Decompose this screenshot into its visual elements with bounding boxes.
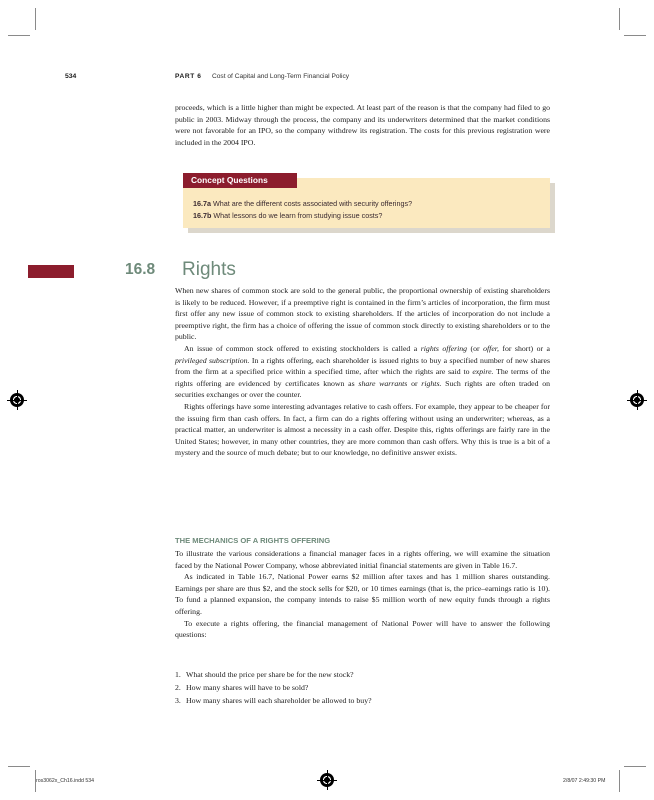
paragraph: As indicated in Table 16.7, National Power earns $2 million after taxes and has 1 million shares outstanding. Earnings per share are thus $2, and the stock sells for $20, or 10 times earnings (that is, the price–earnings ratio is 10). To fund a planned expansion, the company intends to raise $5 million worth of new equity funds through a rights offering.	[175, 572, 550, 616]
registration-mark-icon	[630, 393, 644, 407]
paragraph: proceeds, which is a little higher than might be expected. At least part of the reason is that the company had filed to go public in 2003. Midway through the process, the company and its underwriters determined that the market conditions were not favorable for an IPO, so the company withdrew its registration. The costs for this previous registration were included in the 2004 IPO.	[175, 103, 550, 147]
list-item: 2. How many shares will have to be sold?	[175, 683, 309, 693]
crop-mark	[624, 35, 646, 36]
running-header	[0, 73, 654, 85]
footer-timestamp: 2/8/07 2:49:30 PM	[563, 778, 606, 784]
question-number: 16.7a	[193, 199, 211, 208]
concept-question	[193, 211, 382, 220]
concept-questions-title: Concept Questions	[183, 173, 297, 188]
concept-question	[193, 199, 412, 208]
question-number: 16.7b	[193, 211, 212, 220]
crop-mark	[35, 8, 36, 30]
key-term: rights offering	[420, 343, 468, 353]
crop-mark	[8, 766, 30, 767]
question-text: What lessons do we learn from studying issue costs?	[213, 211, 383, 220]
section-number: 16.8	[125, 261, 156, 278]
page-number: 534	[65, 73, 77, 80]
crop-mark	[8, 35, 30, 36]
key-term: rights.	[421, 378, 442, 388]
paragraph: An issue of common stock offered to existing stockholders is called a rights offering (or offer, for short) or a privileged subscription. In a rights offering, each shareholder is issued rights to buy a specified number of new shares from the firm at a specified price within a specified time, after which the rights are said to expire. The terms of the rights offering are evidenced by certificates known as share warrants or rights. Such rights are often traded on securities exchanges or over the counter.	[175, 343, 550, 400]
part-label: PART 6	[175, 73, 202, 80]
crop-mark	[619, 770, 620, 792]
crop-mark	[619, 8, 620, 30]
paragraph: Rights offerings have some interesting advantages relative to cash offers. For example, they appear to be cheaper for the issuing firm than cash offers. In fact, a firm can do a rights offering without using an underwriter; whereas, as a practical matter, an underwriter is almost a necessity in a cash offer. Despite this, rights offerings are fairly rare in the United States; however, in many other countries, they are more common than cash offers. Why this is true is a bit of a mystery and the source of much debate; but to our knowledge, no definitive answer exists.	[175, 401, 550, 458]
key-term: privileged subscription.	[175, 355, 250, 365]
key-term: offer,	[483, 343, 499, 353]
paragraph: When new shares of common stock are sold to the general public, the proportional ownership of existing shareholders is likely to be reduced. However, if a preemptive right is contained in the firm’s articles of incorporation, the firm must first offer any new issue of common stock to existing shareholders. If the articles of incorporation do not include a preemptive right, the firm has a choice of offering the issue of common stock directly to existing shareholders or to the public.	[175, 286, 550, 342]
intro-paragraph	[175, 102, 550, 148]
key-term: expire.	[472, 367, 494, 377]
section-marker-bar	[28, 265, 74, 278]
paragraph: To illustrate the various considerations a financial manager faces in a rights offering, we will examine the situation faced by the National Power Company, whose abbreviated initial financial statements are given in Table 16.7.	[175, 549, 550, 570]
question-text: What are the different costs associated with security offerings?	[213, 199, 413, 208]
list-item: 1. What should the price per share be for the new stock?	[175, 670, 354, 679]
registration-mark-icon	[320, 773, 334, 787]
footer-file-slug: ros3062x_Ch16.indd 534	[36, 778, 94, 784]
key-term: share warrants	[358, 378, 408, 388]
part-title: Cost of Capital and Long-Term Financial Policy	[212, 73, 350, 80]
subsection-body	[175, 548, 550, 641]
list-item: 3. How many shares will each shareholder be allowed to buy?	[175, 696, 372, 706]
question-list	[175, 668, 550, 708]
registration-mark-icon	[10, 393, 24, 407]
concept-questions-box	[183, 175, 550, 228]
paragraph: To execute a rights offering, the financial management of National Power will have to answer the following questions:	[175, 618, 550, 640]
section-title: Rights	[182, 259, 236, 280]
crop-mark	[624, 766, 646, 767]
subsection-heading: THE MECHANICS OF A RIGHTS OFFERING	[175, 536, 331, 545]
section-body	[175, 285, 550, 459]
